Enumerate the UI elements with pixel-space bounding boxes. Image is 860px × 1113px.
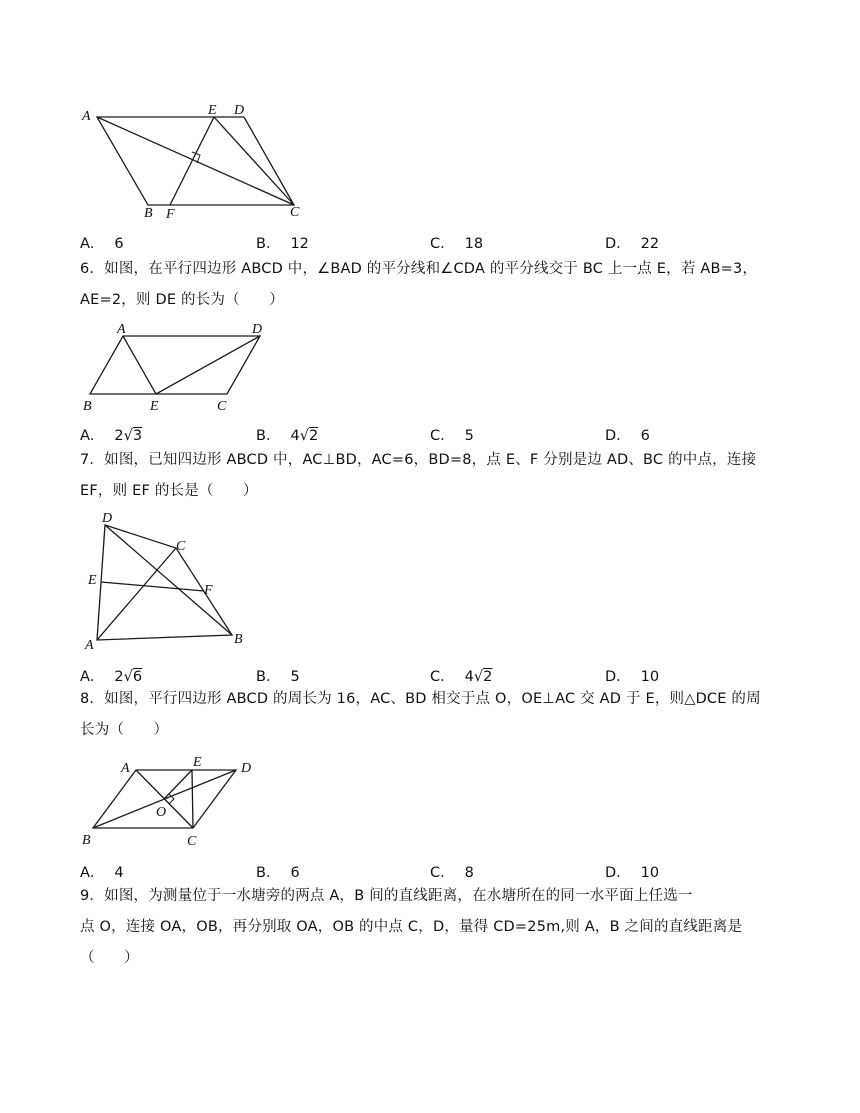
label-d: D (102, 511, 113, 526)
label-d: D (252, 322, 263, 337)
q5-option-c[interactable]: C． 18 (430, 236, 484, 252)
segment-ec (192, 770, 193, 828)
segment-oe (164, 770, 192, 799)
segment-de (156, 336, 260, 394)
q8-option-c[interactable]: C． 8 (430, 865, 474, 881)
label-a: A (85, 638, 94, 653)
q9-text-line3: （ ） (80, 950, 139, 966)
label-b: B (144, 206, 153, 221)
q8-option-d[interactable]: D． 10 (605, 865, 660, 881)
figure-q5-parallelogram (80, 100, 320, 225)
q9-text-line2: 点 O，连接 OA，OB，再分别取 OA，OB 的中点 C，D，量得 CD=25m,则 A，B 之间的直线距离是 (80, 919, 743, 935)
q7-text-line2: EF，则 EF 的长是（ ） (80, 483, 258, 499)
label-e: E (88, 573, 97, 588)
q8-text-line2: 长为（ ） (80, 722, 169, 738)
q6-text-line2: AE=2，则 DE 的长为（ ） (80, 292, 284, 308)
q8-option-b[interactable]: B． 6 (256, 865, 300, 881)
figure-q8-parallelogram (80, 752, 270, 852)
diagonal-ac (97, 548, 176, 640)
q5-option-a[interactable]: A． 6 (80, 236, 124, 252)
q6-option-a[interactable]: A． 2√3 (80, 428, 143, 444)
q7-option-d[interactable]: D． 10 (605, 669, 660, 685)
q7-option-b[interactable]: B． 5 (256, 669, 300, 685)
q5-options (80, 234, 780, 254)
q8-text-line1: 8．如图，平行四边形 ABCD 的周长为 16，AC、BD 相交于点 O，OE⊥AC 交 AD 于 E，则△DCE 的周 (80, 691, 761, 707)
q9-text-line1: 9．如图，为测量位于一水塘旁的两点 A，B 间的直线距离，在水塘所在的同一水平面上任选一 (80, 888, 693, 904)
q8-options (80, 863, 780, 883)
q6-option-c[interactable]: C． 5 (430, 428, 474, 444)
q6-option-b[interactable]: B． 4√2 (256, 428, 319, 444)
label-a: A (117, 322, 126, 337)
q7-text-line1: 7．如图，已知四边形 ABCD 中，AC⊥BD，AC=6，BD=8，点 E、F 分别是边 AD、BC 的中点，连接 (80, 452, 757, 468)
segment-ef (101, 582, 204, 591)
segment-ae (123, 336, 156, 394)
q6-options (80, 426, 780, 446)
label-e: E (150, 399, 159, 414)
label-b: B (82, 833, 91, 848)
label-c: C (176, 539, 186, 554)
label-a: A (82, 109, 91, 124)
q5-option-b[interactable]: B． 12 (256, 236, 309, 252)
segment-ec (214, 117, 294, 205)
figure-q7-quadrilateral (80, 510, 260, 655)
q6-text-line1: 6．如图，在平行四边形 ABCD 中，∠BAD 的平分线和∠CDA 的平分线交于 BC 上一点 E，若 AB=3， (80, 261, 758, 277)
label-f: F (166, 207, 175, 222)
label-c: C (187, 834, 197, 849)
segment-ac (97, 117, 294, 205)
q5-option-d[interactable]: D． 22 (605, 236, 660, 252)
q7-options (80, 667, 780, 687)
label-d: D (241, 761, 252, 776)
label-e: E (208, 103, 217, 118)
label-b: B (234, 632, 243, 647)
label-f: F (204, 583, 213, 598)
label-b: B (83, 399, 92, 414)
parallelogram-abcd (90, 336, 260, 394)
diagonal-bd (105, 525, 232, 635)
q6-option-d[interactable]: D． 6 (605, 428, 650, 444)
q7-option-a[interactable]: A． 2√6 (80, 669, 143, 685)
label-c: C (217, 399, 227, 414)
q7-option-c[interactable]: C． 4√2 (430, 669, 493, 685)
label-c: C (290, 205, 300, 220)
segment-ef (170, 117, 214, 205)
label-o: O (156, 805, 167, 820)
label-e: E (193, 755, 202, 770)
label-a: A (121, 761, 130, 776)
label-d: D (234, 103, 245, 118)
figure-q6-parallelogram (80, 318, 280, 418)
q8-option-a[interactable]: A． 4 (80, 865, 124, 881)
